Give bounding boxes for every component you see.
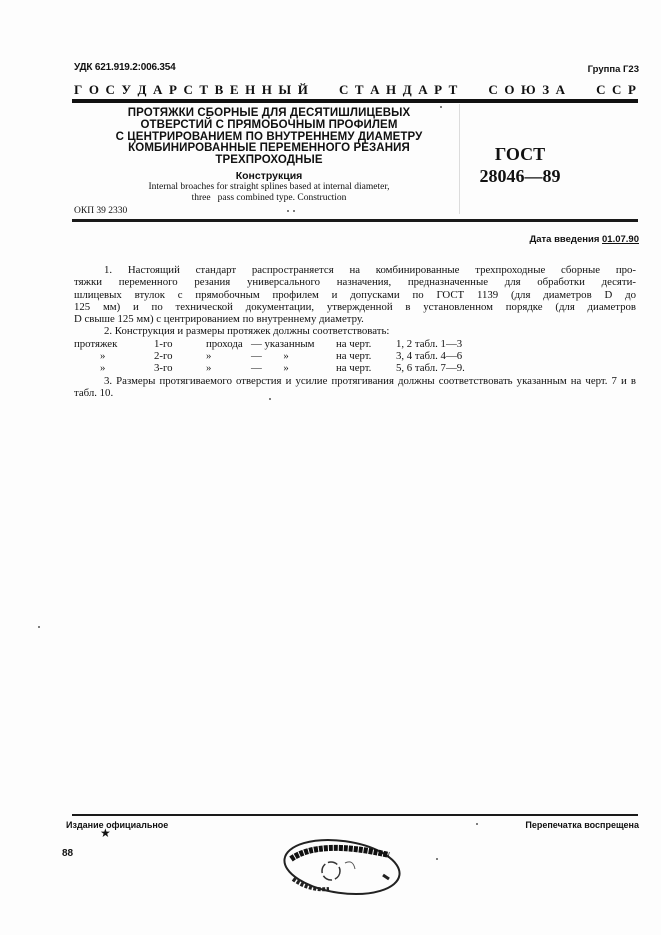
list-cell: » (206, 350, 212, 363)
paragraph-line: 1. Настоящий стандарт распространяется на комбинированные трехпроходные сборные про- (104, 264, 636, 276)
heading-letter: Т (199, 82, 209, 97)
reprint-prohibited-label: Перепечатка воспрещена (525, 820, 639, 830)
scan-speck (269, 398, 271, 400)
scan-speck (287, 210, 289, 212)
title-divider (459, 104, 460, 214)
heading-letter: У (121, 82, 131, 97)
heading-letter: С (338, 82, 349, 97)
paragraph-line: D свыше 125 мм) с центрированием по внутреннему диаметру. (74, 313, 364, 326)
heading-letter: А (153, 82, 163, 97)
list-cell: 1, 2 табл. 1—3 (396, 337, 463, 350)
list-row (74, 338, 636, 350)
list-cell: 5, 6 табл. 7—9. (396, 362, 465, 375)
heading-letter: Г (74, 82, 83, 97)
heading-letter: Е (229, 82, 239, 97)
heading-letter: С (488, 82, 498, 97)
paragraph-line: тяжки переменного резания универсального назначения, предназначенные для обработки десяти- (74, 276, 636, 289)
word-gap (464, 82, 482, 98)
english-title (96, 182, 442, 204)
header-rule (72, 99, 638, 103)
star-icon: ★ (100, 826, 111, 840)
heading-letter: Т (448, 82, 458, 97)
scan-speck (293, 210, 295, 212)
heading-letter: А (370, 82, 380, 97)
heading-letter: Д (137, 82, 147, 97)
heading-letter: С (183, 82, 193, 97)
heading-letter: Р (627, 82, 636, 97)
heading-letter: С (612, 82, 622, 97)
heading-letter: З (542, 82, 550, 97)
list-cell: 3-го (154, 362, 173, 375)
title-bottom-rule (72, 219, 638, 222)
title-line: КОМБИНИРОВАННЫЕ ПЕРЕМЕННОГО РЕЗАНИЯ (128, 142, 410, 155)
heading-letter: Й (297, 82, 308, 97)
heading-letter: О (88, 82, 99, 97)
body-text (74, 264, 636, 399)
library-stamp-icon (279, 833, 405, 901)
heading-letter: С (105, 82, 115, 97)
heading-letter: Н (245, 82, 256, 97)
official-edition-label: Издание официальное (66, 820, 169, 830)
title-line: ТРЕХПРОХОДНЫЕ (215, 154, 323, 167)
list-cell: — » (251, 350, 289, 363)
scan-speck (476, 823, 478, 825)
paragraph-2-intro: 2. Конструкция и размеры протяжек должны соответствовать: (104, 325, 390, 338)
page-number: 88 (62, 848, 74, 859)
scan-speck (440, 106, 442, 108)
group-code: Группа Г23 (587, 64, 639, 75)
heading-letter: Ю (521, 82, 536, 97)
list-cell: » (100, 362, 106, 375)
scan-speck (436, 858, 438, 860)
heading-letter: С (596, 82, 606, 97)
heading-letter: О (504, 82, 515, 97)
list-cell: » (206, 362, 212, 375)
gost-label: ГОСТ (494, 144, 546, 164)
list-cell: » (100, 350, 106, 363)
list-row (74, 350, 636, 362)
heading-letter: Д (402, 82, 412, 97)
list-cell: протяжек (74, 337, 118, 350)
paragraph-1 (74, 264, 636, 325)
heading-letter: А (418, 82, 428, 97)
heading-letter: В (214, 82, 224, 97)
list-cell: прохода (206, 337, 243, 350)
heading-letter: Т (354, 82, 364, 97)
paragraph-line: шлицевых втулок с прямобочным профилем и допусками по ГОСТ 1139 (для диаметров D до (74, 288, 636, 301)
heading-letter: А (555, 82, 566, 97)
heading-letter: Н (261, 82, 272, 97)
paragraph-3: 3. Размеры протягиваемого отверстия и усилие протягивания должны соответствовать указанным на черт. 7 и в табл. 10. (74, 374, 636, 399)
date-of-introduction (529, 234, 639, 245)
list-cell: на черт. (336, 337, 372, 350)
title-line: ОТВЕРСТИЙ С ПРЯМОБОЧНЫМ ПРОФИЛЕМ (140, 118, 398, 131)
english-title-line: three pass combined type. Construction (191, 193, 347, 203)
standard-title (96, 108, 442, 167)
title-line: ПРОТЯЖКИ СБОРНЫЕ ДЛЯ ДЕСЯТИШЛИЦЕВЫХ (127, 107, 411, 119)
english-title-line: Internal broaches for straight splines based at internal diameter, (148, 182, 390, 192)
standard-subtitle: Конструкция (235, 170, 303, 182)
footer-rule (72, 814, 638, 816)
paragraph-line: 125 мм) и по технической документации, утвержденной в установленном порядке (для диаметров (74, 300, 636, 313)
list-cell: — указанным (251, 337, 315, 350)
paragraph-2-list (74, 338, 636, 375)
list-cell: 1-го (154, 337, 173, 350)
list-row (74, 362, 636, 374)
list-cell: на черт. (336, 362, 372, 375)
list-cell: 2-го (154, 350, 173, 363)
word-gap (314, 82, 332, 98)
heading-letter: Р (434, 82, 443, 97)
date-value: 01.07.90 (602, 234, 639, 245)
title-line: С ЦЕНТРИРОВАНИЕМ ПО ВНУТРЕННЕМУ ДИАМЕТРУ (115, 130, 423, 143)
state-standard-heading (74, 82, 636, 98)
list-cell: 3, 4 табл. 4—6 (396, 350, 463, 363)
udk-code: УДК 621.919.2:006.354 (74, 62, 176, 73)
heading-letter: Р (168, 82, 177, 97)
word-gap (572, 82, 590, 98)
date-label: Дата введения (529, 234, 600, 245)
heading-letter: Ы (278, 82, 292, 97)
scan-speck (38, 626, 40, 628)
list-cell: на черт. (336, 350, 372, 363)
gost-number: 28046—89 (479, 166, 561, 186)
okp-code: ОКП 39 2330 (74, 206, 128, 216)
list-cell: — » (251, 362, 289, 375)
heading-letter: Н (386, 82, 397, 97)
